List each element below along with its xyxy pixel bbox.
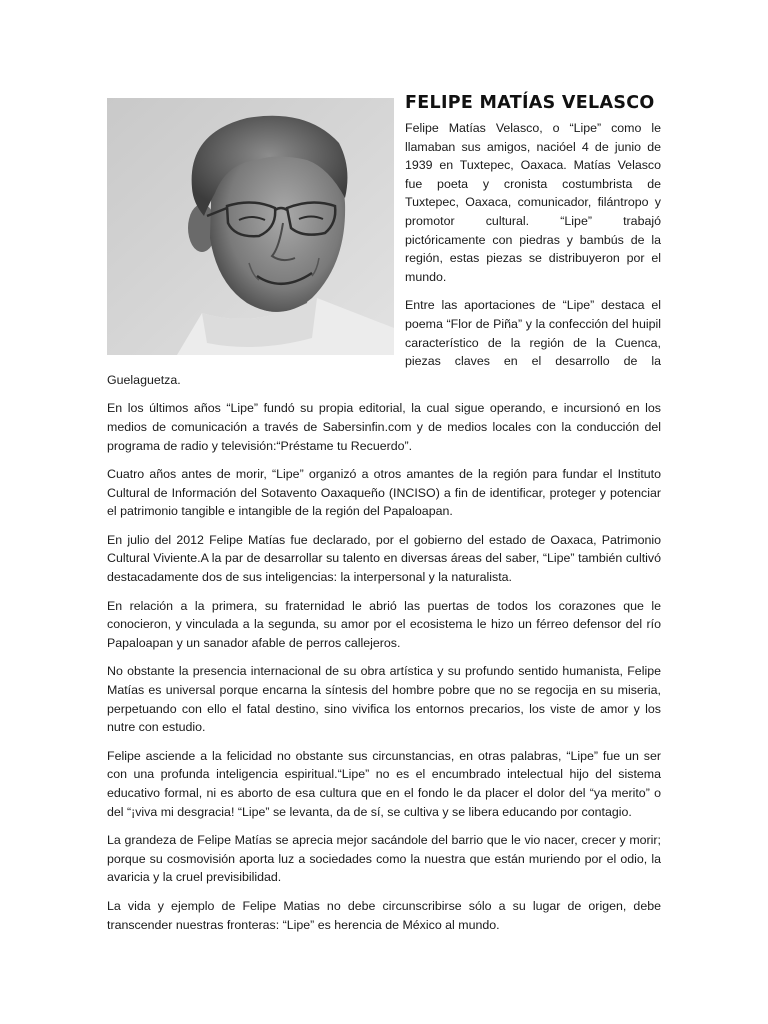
paragraph: La vida y ejemplo de Felipe Matias no debe circunscribirse sólo a su lugar de origen, debe transcender nuestras fronteras: “Lipe” es herencia de México al mundo. bbox=[107, 898, 661, 932]
paragraph: Felipe Matías Velasco, o “Lipe” como le llamaban sus amigos, nacióel 4 de junio de 1939 en Tuxtepec, Oaxaca. Matías Velasco fue poeta y cronista costumbrista de Tuxtepec, Oaxaca, comunicador, filántropo y promotor cultural. “Lipe” trabajó pictóricamente con piedras y bambús de la región, estas piezas se distribuyeron por el mundo. bbox=[405, 121, 661, 284]
paragraph: En los últimos años “Lipe” fundó su propia editorial, la cual sigue operando, e incursionó en los medios de comunicación a través de Sabersinfin.com y de medios locales con la conducción del programa de radio y televisión:“Préstame tu Recuerdo”. bbox=[107, 401, 661, 453]
paragraph: En relación a la primera, su fraternidad le abrió las puertas de todos los corazones que le conocieron, y vinculada a la segunda, su amor por el ecosistema le hizo un férreo defensor del río Papaloapan y un sanador afable de perros callejeros. bbox=[107, 598, 661, 650]
document-body bbox=[107, 92, 661, 944]
document-title: FELIPE MATÍAS VELASCO bbox=[405, 93, 655, 113]
paragraph: Felipe asciende a la felicidad no obstante sus circunstancias, en otras palabras, “Lipe” fue un ser con una profunda inteligencia espiritual.“Lipe” no es el encumbrado intelectual hijo del sistema educativo formal, ni es aborto de esa cultura que en el fondo le da placer el dolor del “ya merito” o del “¡viva mi desgracia! “Lipe” se levanta, da de sí, se cultiva y se libera educando por contagio. bbox=[107, 748, 661, 819]
paragraph: Cuatro años antes de morir, “Lipe” organizó a otros amantes de la región para fundar el Instituto Cultural de Información del Sotavento Oaxaqueño (INCISO) a fin de identificar, proteger y potenciar el patrimonio tangible e intangible de la región del Papaloapan. bbox=[107, 467, 661, 519]
paragraph: Entre las aportaciones de “Lipe” destaca el poema “Flor de Piña” y la confección del huipil característico de la región de la Cuenca, piezas claves en el desarrollo de la Guelaguetza. bbox=[107, 298, 661, 387]
portrait-photo-icon bbox=[107, 98, 394, 355]
paragraph: No obstante la presencia internacional de su obra artística y su profundo sentido humanista, Felipe Matías es universal porque encarna la síntesis del hombre pobre que no se regocija en su miseria, perpetuando con ello el fatal destino, sino vivifica los entornos precarios, los viste de amor y los nutre con estudio. bbox=[107, 664, 661, 735]
paragraph: En julio del 2012 Felipe Matías fue declarado, por el gobierno del estado de Oaxaca, Patrimonio Cultural Viviente.A la par de desarrollar su talento en diversas áreas del saber, “Lipe” también cultivó destacadamente dos de sus inteligencias: la interpersonal y la naturalista. bbox=[107, 532, 661, 585]
paragraph: La grandeza de Felipe Matías se aprecia mejor sacándole del barrio que le vio nacer, crecer y morir; porque su cosmovisión aporta luz a sociedades como la nuestra que están muriendo por el odio, la avaricia y la cruel previsibilidad. bbox=[107, 833, 661, 885]
portrait-photo bbox=[107, 98, 394, 355]
